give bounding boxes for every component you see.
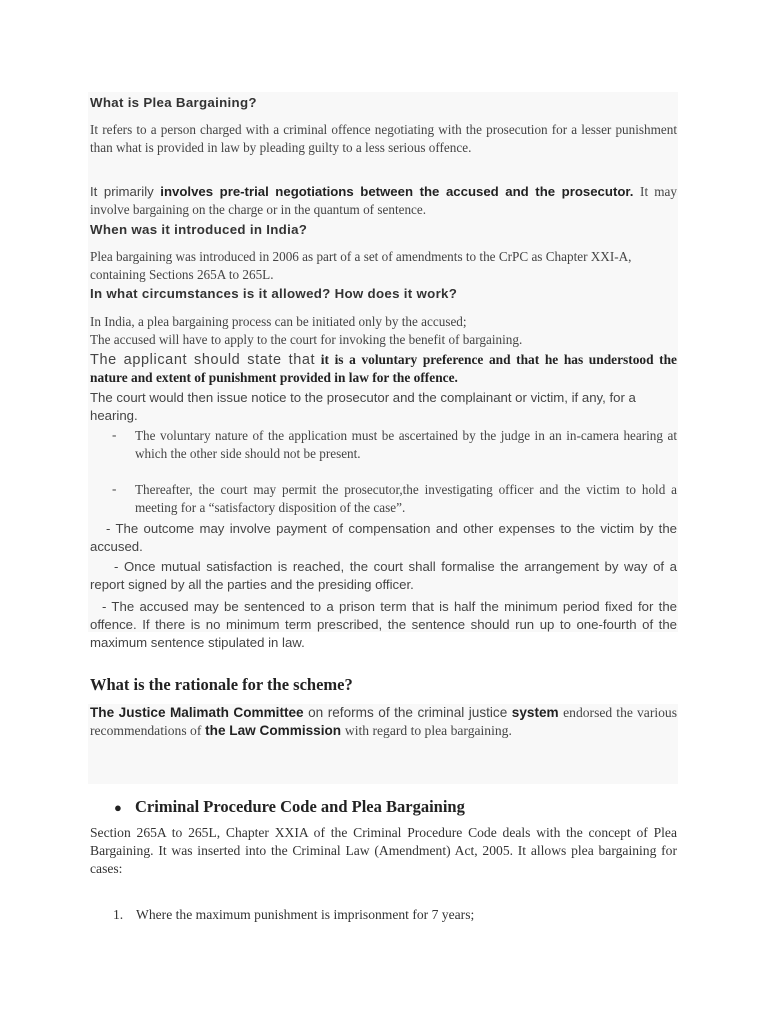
rationale-bold-2: system	[511, 705, 559, 720]
heading-what-is: What is Plea Bargaining?	[90, 95, 257, 110]
para2-lead: It primarily	[90, 184, 154, 199]
rationale-mid-2: endorsed the various recommendations of	[90, 705, 678, 738]
circ-line-3	[90, 351, 677, 387]
list-item-1: Where the maximum punishment is imprisonment for 7 years;	[136, 907, 475, 922]
circ-item-4: - Once mutual satisfaction is reached, the court shall formalise the arrangement by way of a report signed by all the parties and the presiding officer.	[90, 559, 677, 592]
circ-item-2: Thereafter, the court may permit the prosecutor,the investigating officer and the victim to hold a meeting for a “satisfactory disposition of the case”.	[135, 482, 677, 515]
circ-line-2: The accused will have to apply to the court for invoking the benefit of bargaining.	[90, 332, 523, 347]
what-is-para-2	[90, 183, 677, 219]
heading-circumstances: In what circumstances is it allowed? How does it work?	[90, 286, 458, 301]
circ-item-3: - The outcome may involve payment of compensation and other expenses to the victim by the accused.	[90, 521, 677, 554]
heading-rationale: What is the rationale for the scheme?	[90, 675, 353, 694]
circ-item-1: The voluntary nature of the application must be ascertained by the judge in an in-camera hearing at which the other side should not be present.	[135, 428, 677, 461]
circ-line-3-lead: The applicant should state that	[90, 352, 316, 368]
circ-line-1: In India, a plea bargaining process can be initiated only by the accused;	[90, 314, 467, 329]
para2-bold: involves pre-trial negotiations between the accused and the prosecutor.	[160, 184, 634, 199]
heading-crpc: Criminal Procedure Code and Plea Bargaining	[135, 797, 465, 816]
list-number-1: 1.	[113, 907, 124, 922]
rationale-para	[90, 704, 677, 740]
rationale-bold-1: Justice Malimath Committee	[118, 705, 304, 720]
para2-tail: It may involve bargaining on the charge or in the quantum of sentence.	[90, 184, 678, 217]
circ-line-4: The court would then issue notice to the prosecutor and the complainant or victim, if any, for a hearing.	[90, 390, 636, 423]
circ-item-5: - The accused may be sentenced to a prison term that is half the minimum period fixed for the offence. If there is no minimum term prescribed, the sentence should run up to one-fourth of the maximum sentence stipulated in law.	[90, 599, 677, 650]
rationale-mid-1: on reforms of the criminal justice	[308, 705, 508, 720]
what-is-para-1: It refers to a person charged with a criminal offence negotiating with the prosecution for a lesser punishment than what is provided in law by pleading guilty to a less serious offence.	[90, 122, 677, 155]
circ-line-3-bold: it is a voluntary preference and that he has understood the nature and extent of punishment provided in law for the offence.	[90, 352, 677, 385]
dash-1: -	[112, 427, 117, 442]
crpc-para: Section 265A to 265L, Chapter XXIA of the Criminal Procedure Code deals with the concept of Plea Bargaining. It was inserted into the Criminal Law (Amendment) Act, 2005. It allows plea bargaining for cases:	[90, 825, 677, 876]
introduced-para: Plea bargaining was introduced in 2006 as part of a set of amendments to the CrPC as Chapter XXI-A, containing Sections 265A to 265L.	[90, 249, 632, 282]
rationale-tail: with regard to plea bargaining.	[344, 723, 512, 738]
rationale-bold-3: the Law Commission	[205, 723, 342, 738]
dash-2: -	[112, 481, 117, 496]
rationale-lead: The	[90, 705, 115, 720]
bullet-icon: ●	[114, 800, 122, 815]
heading-introduced: When was it introduced in India?	[90, 222, 308, 237]
